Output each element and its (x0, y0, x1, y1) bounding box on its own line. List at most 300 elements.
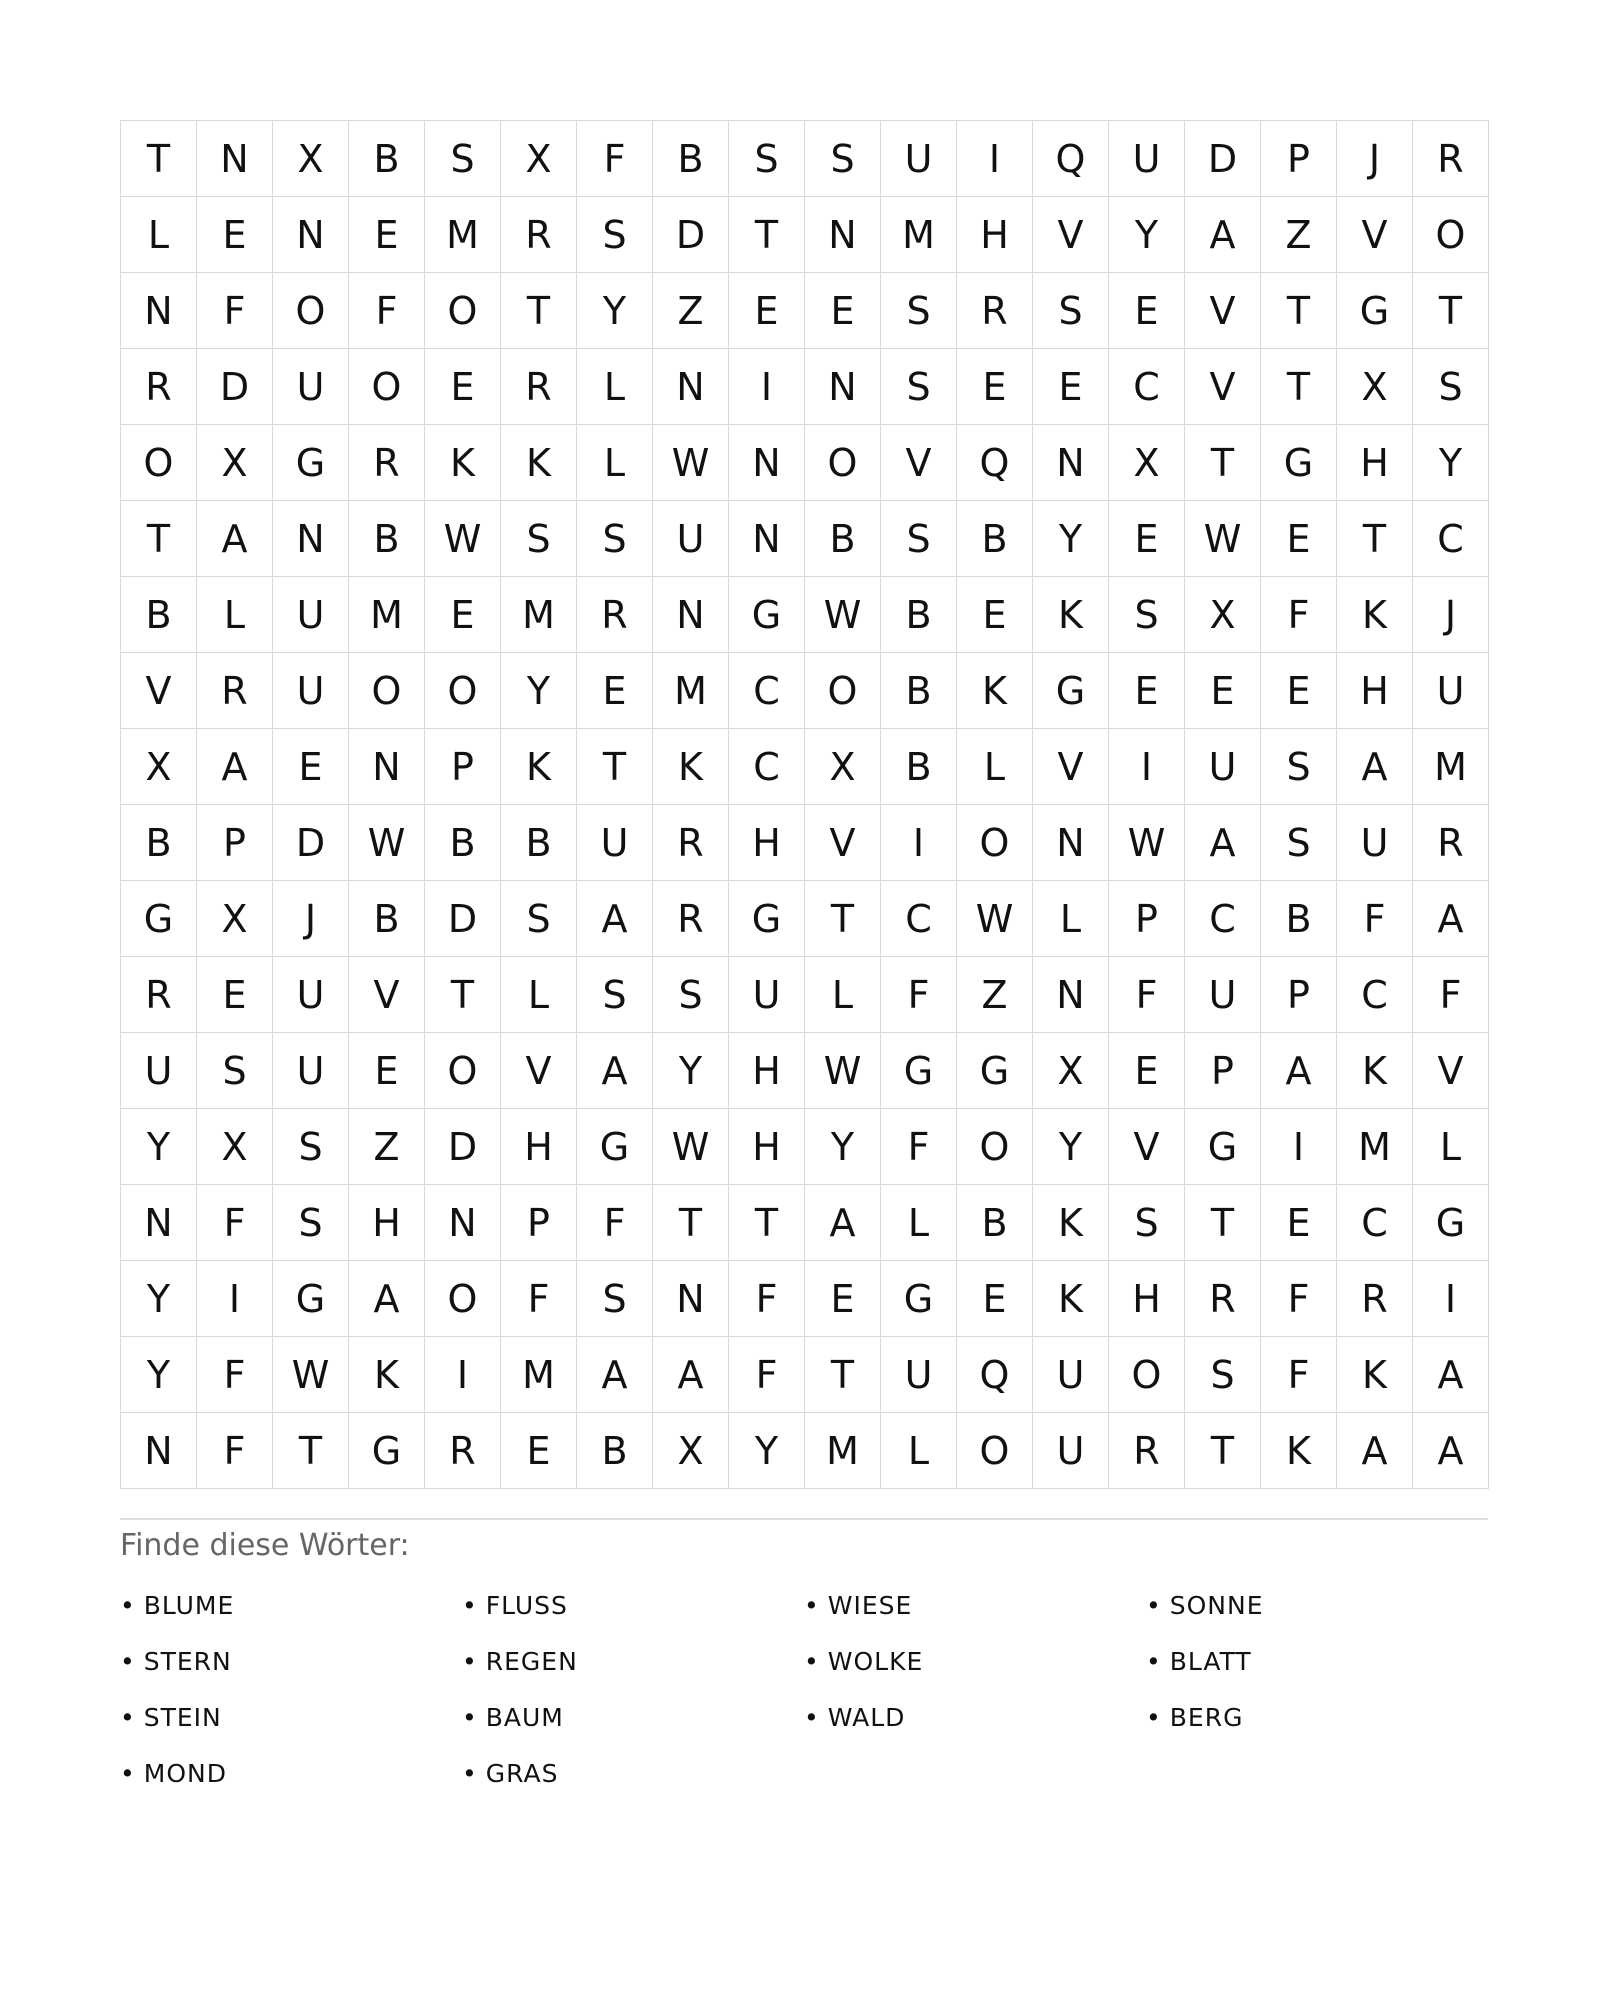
grid-cell[interactable]: T (1337, 501, 1413, 577)
grid-cell[interactable]: N (349, 729, 425, 805)
grid-cell[interactable]: J (1337, 121, 1413, 197)
grid-cell[interactable]: E (957, 577, 1033, 653)
grid-cell[interactable]: E (957, 349, 1033, 425)
grid-cell[interactable]: Y (653, 1033, 729, 1109)
grid-cell[interactable]: E (197, 197, 273, 273)
grid-cell[interactable]: M (1337, 1109, 1413, 1185)
grid-cell[interactable]: F (577, 1185, 653, 1261)
grid-cell[interactable]: T (653, 1185, 729, 1261)
grid-cell[interactable]: Z (957, 957, 1033, 1033)
grid-cell[interactable]: T (1185, 1413, 1261, 1489)
grid-cell[interactable]: G (729, 577, 805, 653)
grid-cell[interactable]: E (805, 1261, 881, 1337)
grid-cell[interactable]: A (349, 1261, 425, 1337)
grid-cell[interactable]: L (881, 1185, 957, 1261)
grid-cell[interactable]: I (729, 349, 805, 425)
grid-cell[interactable]: D (197, 349, 273, 425)
grid-cell[interactable]: N (729, 501, 805, 577)
grid-cell[interactable]: U (1109, 121, 1185, 197)
grid-cell[interactable]: R (121, 349, 197, 425)
grid-cell[interactable]: G (1337, 273, 1413, 349)
grid-cell[interactable]: N (805, 349, 881, 425)
grid-cell[interactable]: W (653, 1109, 729, 1185)
grid-cell[interactable]: M (881, 197, 957, 273)
grid-cell[interactable]: A (1337, 1413, 1413, 1489)
grid-cell[interactable]: V (881, 425, 957, 501)
grid-cell[interactable]: D (273, 805, 349, 881)
grid-cell[interactable]: A (197, 501, 273, 577)
grid-cell[interactable]: Q (957, 425, 1033, 501)
grid-cell[interactable]: F (1413, 957, 1489, 1033)
grid-cell[interactable]: O (425, 273, 501, 349)
grid-cell[interactable]: U (1185, 957, 1261, 1033)
grid-cell[interactable]: A (577, 1337, 653, 1413)
grid-cell[interactable]: B (957, 1185, 1033, 1261)
grid-cell[interactable]: V (1413, 1033, 1489, 1109)
grid-cell[interactable]: S (577, 957, 653, 1033)
grid-cell[interactable]: E (1185, 653, 1261, 729)
grid-cell[interactable]: Y (805, 1109, 881, 1185)
grid-cell[interactable]: W (957, 881, 1033, 957)
grid-cell[interactable]: F (1337, 881, 1413, 957)
grid-cell[interactable]: J (1413, 577, 1489, 653)
grid-cell[interactable]: U (273, 1033, 349, 1109)
grid-cell[interactable]: G (1261, 425, 1337, 501)
grid-cell[interactable]: W (425, 501, 501, 577)
grid-cell[interactable]: P (1261, 121, 1337, 197)
grid-cell[interactable]: N (729, 425, 805, 501)
grid-cell[interactable]: P (197, 805, 273, 881)
grid-cell[interactable]: S (273, 1109, 349, 1185)
grid-cell[interactable]: C (881, 881, 957, 957)
grid-cell[interactable]: C (1109, 349, 1185, 425)
grid-cell[interactable]: N (121, 1185, 197, 1261)
grid-cell[interactable]: W (805, 577, 881, 653)
grid-cell[interactable]: B (881, 653, 957, 729)
grid-cell[interactable]: A (653, 1337, 729, 1413)
grid-cell[interactable]: P (1185, 1033, 1261, 1109)
grid-cell[interactable]: L (197, 577, 273, 653)
grid-cell[interactable]: N (805, 197, 881, 273)
grid-cell[interactable]: U (653, 501, 729, 577)
grid-cell[interactable]: A (1413, 881, 1489, 957)
grid-cell[interactable]: E (1033, 349, 1109, 425)
grid-cell[interactable]: O (425, 1261, 501, 1337)
grid-cell[interactable]: X (197, 881, 273, 957)
grid-cell[interactable]: Z (349, 1109, 425, 1185)
grid-cell[interactable]: D (1185, 121, 1261, 197)
grid-cell[interactable]: W (349, 805, 425, 881)
grid-cell[interactable]: K (1033, 1185, 1109, 1261)
grid-cell[interactable]: S (197, 1033, 273, 1109)
grid-cell[interactable]: V (1109, 1109, 1185, 1185)
grid-cell[interactable]: S (577, 501, 653, 577)
grid-cell[interactable]: K (349, 1337, 425, 1413)
grid-cell[interactable]: Q (957, 1337, 1033, 1413)
grid-cell[interactable]: B (881, 577, 957, 653)
grid-cell[interactable]: K (1033, 1261, 1109, 1337)
grid-cell[interactable]: K (653, 729, 729, 805)
grid-cell[interactable]: H (501, 1109, 577, 1185)
grid-cell[interactable]: U (881, 1337, 957, 1413)
grid-cell[interactable]: R (653, 805, 729, 881)
grid-cell[interactable]: B (881, 729, 957, 805)
grid-cell[interactable]: I (1109, 729, 1185, 805)
grid-cell[interactable]: N (425, 1185, 501, 1261)
grid-cell[interactable]: K (957, 653, 1033, 729)
grid-cell[interactable]: U (1033, 1413, 1109, 1489)
grid-cell[interactable]: S (1033, 273, 1109, 349)
grid-cell[interactable]: S (881, 349, 957, 425)
grid-cell[interactable]: S (729, 121, 805, 197)
grid-cell[interactable]: B (1261, 881, 1337, 957)
grid-cell[interactable]: F (197, 273, 273, 349)
grid-cell[interactable]: I (881, 805, 957, 881)
grid-cell[interactable]: G (957, 1033, 1033, 1109)
grid-cell[interactable]: T (121, 501, 197, 577)
grid-cell[interactable]: Y (501, 653, 577, 729)
grid-cell[interactable]: Y (577, 273, 653, 349)
grid-cell[interactable]: E (1109, 653, 1185, 729)
grid-cell[interactable]: N (653, 577, 729, 653)
grid-cell[interactable]: Y (1109, 197, 1185, 273)
grid-cell[interactable]: S (881, 273, 957, 349)
grid-cell[interactable]: S (1109, 1185, 1185, 1261)
grid-cell[interactable]: X (1033, 1033, 1109, 1109)
grid-cell[interactable]: O (957, 805, 1033, 881)
grid-cell[interactable]: F (1109, 957, 1185, 1033)
grid-cell[interactable]: L (577, 349, 653, 425)
grid-cell[interactable]: L (881, 1413, 957, 1489)
grid-cell[interactable]: K (1337, 577, 1413, 653)
grid-cell[interactable]: F (729, 1337, 805, 1413)
grid-cell[interactable]: H (729, 805, 805, 881)
grid-cell[interactable]: T (805, 881, 881, 957)
grid-cell[interactable]: N (653, 1261, 729, 1337)
grid-cell[interactable]: E (805, 273, 881, 349)
grid-cell[interactable]: V (1033, 197, 1109, 273)
grid-cell[interactable]: V (349, 957, 425, 1033)
grid-cell[interactable]: X (273, 121, 349, 197)
grid-cell[interactable]: G (1033, 653, 1109, 729)
grid-cell[interactable]: X (501, 121, 577, 197)
grid-cell[interactable]: F (1261, 1261, 1337, 1337)
grid-cell[interactable]: O (425, 653, 501, 729)
grid-cell[interactable]: R (1413, 121, 1489, 197)
grid-cell[interactable]: K (425, 425, 501, 501)
grid-cell[interactable]: O (1109, 1337, 1185, 1413)
grid-cell[interactable]: V (1185, 349, 1261, 425)
grid-cell[interactable]: G (729, 881, 805, 957)
grid-cell[interactable]: H (729, 1033, 805, 1109)
grid-cell[interactable]: C (1413, 501, 1489, 577)
grid-cell[interactable]: W (1185, 501, 1261, 577)
grid-cell[interactable]: T (1185, 425, 1261, 501)
grid-cell[interactable]: A (1337, 729, 1413, 805)
grid-cell[interactable]: J (273, 881, 349, 957)
grid-cell[interactable]: X (1337, 349, 1413, 425)
grid-cell[interactable]: C (1337, 957, 1413, 1033)
grid-cell[interactable]: B (121, 805, 197, 881)
grid-cell[interactable]: C (1337, 1185, 1413, 1261)
grid-cell[interactable]: B (121, 577, 197, 653)
grid-cell[interactable]: I (425, 1337, 501, 1413)
grid-cell[interactable]: K (1033, 577, 1109, 653)
grid-cell[interactable]: G (273, 425, 349, 501)
grid-cell[interactable]: K (1337, 1337, 1413, 1413)
grid-cell[interactable]: B (425, 805, 501, 881)
grid-cell[interactable]: L (501, 957, 577, 1033)
grid-cell[interactable]: S (1413, 349, 1489, 425)
grid-cell[interactable]: F (881, 1109, 957, 1185)
grid-cell[interactable]: C (1185, 881, 1261, 957)
grid-cell[interactable]: L (1033, 881, 1109, 957)
grid-cell[interactable]: R (1185, 1261, 1261, 1337)
grid-cell[interactable]: B (653, 121, 729, 197)
grid-cell[interactable]: E (1109, 501, 1185, 577)
grid-cell[interactable]: T (501, 273, 577, 349)
grid-cell[interactable]: U (1413, 653, 1489, 729)
grid-cell[interactable]: S (577, 197, 653, 273)
grid-cell[interactable]: K (1261, 1413, 1337, 1489)
grid-cell[interactable]: E (273, 729, 349, 805)
grid-cell[interactable]: A (197, 729, 273, 805)
grid-cell[interactable]: H (349, 1185, 425, 1261)
grid-cell[interactable]: N (1033, 425, 1109, 501)
grid-cell[interactable]: R (501, 349, 577, 425)
grid-cell[interactable]: A (1413, 1337, 1489, 1413)
grid-cell[interactable]: U (577, 805, 653, 881)
grid-cell[interactable]: R (1109, 1413, 1185, 1489)
grid-cell[interactable]: R (577, 577, 653, 653)
grid-cell[interactable]: N (197, 121, 273, 197)
grid-cell[interactable]: Z (1261, 197, 1337, 273)
grid-cell[interactable]: U (1337, 805, 1413, 881)
grid-cell[interactable]: E (425, 577, 501, 653)
grid-cell[interactable]: V (1033, 729, 1109, 805)
grid-cell[interactable]: X (1109, 425, 1185, 501)
grid-cell[interactable]: N (273, 501, 349, 577)
grid-cell[interactable]: R (425, 1413, 501, 1489)
grid-cell[interactable]: M (349, 577, 425, 653)
grid-cell[interactable]: W (1109, 805, 1185, 881)
grid-cell[interactable]: L (121, 197, 197, 273)
grid-cell[interactable]: M (425, 197, 501, 273)
grid-cell[interactable]: U (729, 957, 805, 1033)
grid-cell[interactable]: T (1413, 273, 1489, 349)
grid-cell[interactable]: N (1033, 805, 1109, 881)
grid-cell[interactable]: O (349, 349, 425, 425)
grid-cell[interactable]: G (1413, 1185, 1489, 1261)
grid-cell[interactable]: S (1261, 729, 1337, 805)
grid-cell[interactable]: P (425, 729, 501, 805)
grid-cell[interactable]: E (197, 957, 273, 1033)
grid-cell[interactable]: A (805, 1185, 881, 1261)
grid-cell[interactable]: F (881, 957, 957, 1033)
grid-cell[interactable]: V (121, 653, 197, 729)
grid-cell[interactable]: R (197, 653, 273, 729)
grid-cell[interactable]: V (805, 805, 881, 881)
grid-cell[interactable]: W (653, 425, 729, 501)
grid-cell[interactable]: Z (653, 273, 729, 349)
grid-cell[interactable]: S (425, 121, 501, 197)
grid-cell[interactable]: I (1261, 1109, 1337, 1185)
grid-cell[interactable]: G (121, 881, 197, 957)
grid-cell[interactable]: O (957, 1413, 1033, 1489)
grid-cell[interactable]: A (1261, 1033, 1337, 1109)
grid-cell[interactable]: E (1109, 1033, 1185, 1109)
grid-cell[interactable]: F (349, 273, 425, 349)
grid-cell[interactable]: H (1337, 653, 1413, 729)
grid-cell[interactable]: S (501, 881, 577, 957)
grid-cell[interactable]: Y (1413, 425, 1489, 501)
grid-cell[interactable]: O (805, 425, 881, 501)
grid-cell[interactable]: N (121, 1413, 197, 1489)
grid-cell[interactable]: Y (1033, 501, 1109, 577)
grid-cell[interactable]: E (1261, 1185, 1337, 1261)
grid-cell[interactable]: F (1261, 577, 1337, 653)
grid-cell[interactable]: S (653, 957, 729, 1033)
grid-cell[interactable]: O (957, 1109, 1033, 1185)
grid-cell[interactable]: Y (729, 1413, 805, 1489)
grid-cell[interactable]: R (501, 197, 577, 273)
grid-cell[interactable]: F (197, 1413, 273, 1489)
grid-cell[interactable]: T (729, 197, 805, 273)
grid-cell[interactable]: N (273, 197, 349, 273)
grid-cell[interactable]: H (729, 1109, 805, 1185)
grid-cell[interactable]: L (805, 957, 881, 1033)
grid-cell[interactable]: R (1413, 805, 1489, 881)
grid-cell[interactable]: T (273, 1413, 349, 1489)
grid-cell[interactable]: L (1413, 1109, 1489, 1185)
grid-cell[interactable]: M (501, 1337, 577, 1413)
grid-cell[interactable]: G (881, 1033, 957, 1109)
grid-cell[interactable]: S (273, 1185, 349, 1261)
grid-cell[interactable]: K (1337, 1033, 1413, 1109)
grid-cell[interactable]: Y (1033, 1109, 1109, 1185)
grid-cell[interactable]: U (881, 121, 957, 197)
grid-cell[interactable]: M (1413, 729, 1489, 805)
grid-cell[interactable]: T (1185, 1185, 1261, 1261)
grid-cell[interactable]: B (577, 1413, 653, 1489)
grid-cell[interactable]: T (425, 957, 501, 1033)
grid-cell[interactable]: P (1261, 957, 1337, 1033)
grid-cell[interactable]: I (1413, 1261, 1489, 1337)
grid-cell[interactable]: U (121, 1033, 197, 1109)
grid-cell[interactable]: A (1185, 805, 1261, 881)
grid-cell[interactable]: A (577, 1033, 653, 1109)
grid-cell[interactable]: X (121, 729, 197, 805)
grid-cell[interactable]: P (1109, 881, 1185, 957)
grid-cell[interactable]: S (501, 501, 577, 577)
grid-cell[interactable]: G (349, 1413, 425, 1489)
grid-cell[interactable]: B (349, 121, 425, 197)
grid-cell[interactable]: B (349, 501, 425, 577)
grid-cell[interactable]: X (197, 1109, 273, 1185)
grid-cell[interactable]: O (349, 653, 425, 729)
grid-cell[interactable]: S (577, 1261, 653, 1337)
grid-cell[interactable]: T (805, 1337, 881, 1413)
grid-cell[interactable]: E (349, 197, 425, 273)
grid-cell[interactable]: Y (121, 1109, 197, 1185)
grid-cell[interactable]: I (957, 121, 1033, 197)
grid-cell[interactable]: E (729, 273, 805, 349)
grid-cell[interactable]: U (1033, 1337, 1109, 1413)
grid-cell[interactable]: M (501, 577, 577, 653)
grid-cell[interactable]: U (273, 957, 349, 1033)
grid-cell[interactable]: H (1109, 1261, 1185, 1337)
grid-cell[interactable]: T (1261, 349, 1337, 425)
grid-cell[interactable]: T (729, 1185, 805, 1261)
grid-cell[interactable]: K (501, 425, 577, 501)
grid-cell[interactable]: M (805, 1413, 881, 1489)
grid-cell[interactable]: X (805, 729, 881, 805)
grid-cell[interactable]: D (425, 1109, 501, 1185)
grid-cell[interactable]: Y (121, 1261, 197, 1337)
grid-cell[interactable]: F (1261, 1337, 1337, 1413)
grid-cell[interactable]: N (653, 349, 729, 425)
grid-cell[interactable]: E (1261, 653, 1337, 729)
grid-cell[interactable]: B (349, 881, 425, 957)
grid-cell[interactable]: K (501, 729, 577, 805)
grid-cell[interactable]: O (425, 1033, 501, 1109)
grid-cell[interactable]: M (653, 653, 729, 729)
grid-cell[interactable]: G (577, 1109, 653, 1185)
grid-cell[interactable]: S (1109, 577, 1185, 653)
grid-cell[interactable]: Q (1033, 121, 1109, 197)
grid-cell[interactable]: V (1337, 197, 1413, 273)
grid-cell[interactable]: E (501, 1413, 577, 1489)
grid-cell[interactable]: T (1261, 273, 1337, 349)
grid-cell[interactable]: L (957, 729, 1033, 805)
grid-cell[interactable]: A (577, 881, 653, 957)
grid-cell[interactable]: T (577, 729, 653, 805)
grid-cell[interactable]: F (577, 121, 653, 197)
grid-cell[interactable]: N (1033, 957, 1109, 1033)
grid-cell[interactable]: S (805, 121, 881, 197)
grid-cell[interactable]: E (1261, 501, 1337, 577)
grid-cell[interactable]: E (1109, 273, 1185, 349)
grid-cell[interactable]: R (957, 273, 1033, 349)
grid-cell[interactable]: Y (121, 1337, 197, 1413)
grid-cell[interactable]: F (197, 1185, 273, 1261)
grid-cell[interactable]: A (1413, 1413, 1489, 1489)
grid-cell[interactable]: O (273, 273, 349, 349)
grid-cell[interactable]: G (1185, 1109, 1261, 1185)
grid-cell[interactable]: R (121, 957, 197, 1033)
letter-grid[interactable] (120, 120, 1489, 1489)
grid-cell[interactable]: A (1185, 197, 1261, 273)
grid-cell[interactable]: O (1413, 197, 1489, 273)
grid-cell[interactable]: F (729, 1261, 805, 1337)
grid-cell[interactable]: L (577, 425, 653, 501)
grid-cell[interactable]: G (273, 1261, 349, 1337)
grid-cell[interactable]: I (197, 1261, 273, 1337)
grid-cell[interactable]: O (805, 653, 881, 729)
grid-cell[interactable]: U (1185, 729, 1261, 805)
grid-cell[interactable]: H (1337, 425, 1413, 501)
grid-cell[interactable]: W (805, 1033, 881, 1109)
grid-cell[interactable]: E (425, 349, 501, 425)
grid-cell[interactable]: D (653, 197, 729, 273)
grid-cell[interactable]: D (425, 881, 501, 957)
grid-cell[interactable]: V (501, 1033, 577, 1109)
grid-cell[interactable]: H (957, 197, 1033, 273)
grid-cell[interactable]: U (273, 577, 349, 653)
grid-cell[interactable]: C (729, 653, 805, 729)
grid-cell[interactable]: X (653, 1413, 729, 1489)
grid-cell[interactable]: N (121, 273, 197, 349)
